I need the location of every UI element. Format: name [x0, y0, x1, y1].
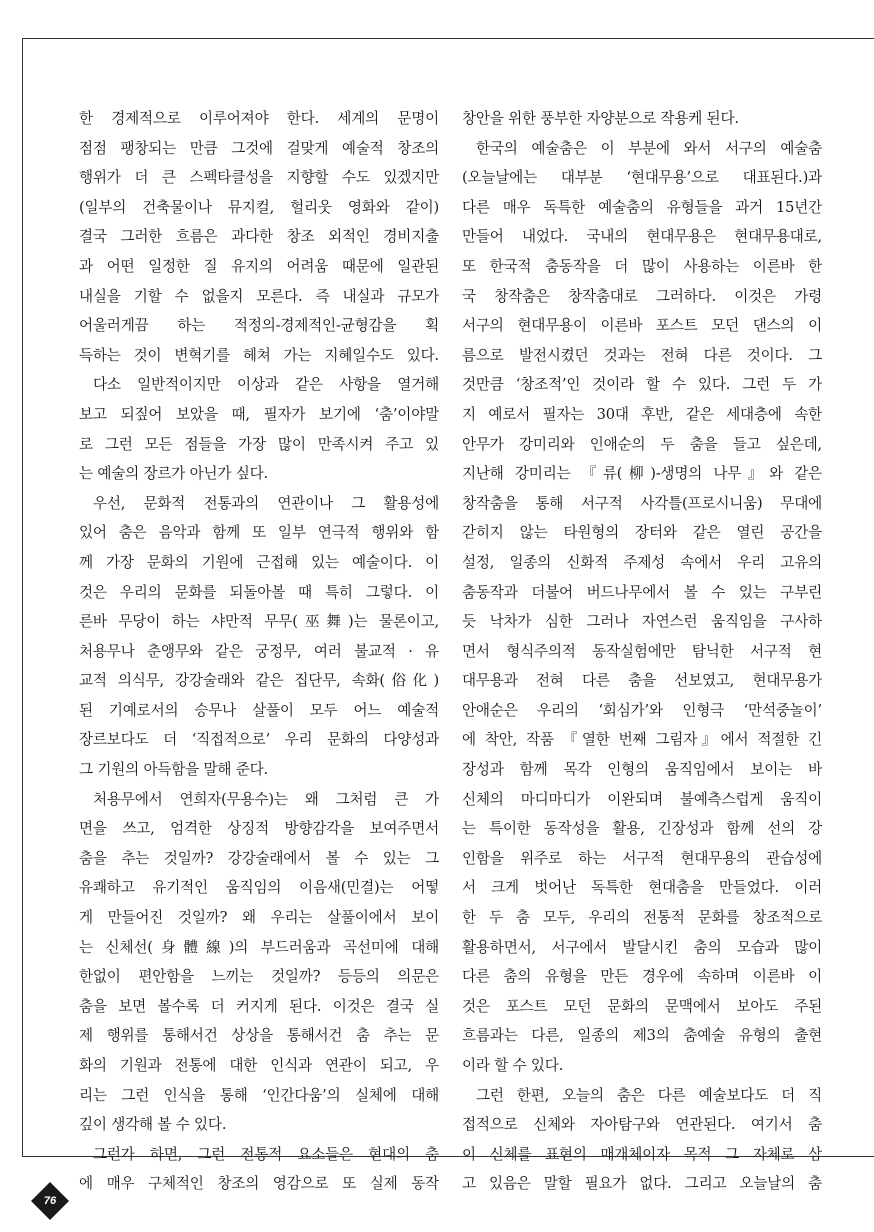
text-line: 어울러게끔 하는 적정의-경제적인-균형감을 획 [79, 317, 439, 335]
text-line: 서 크게 벗어난 독특한 현대춤을 만들었다. 이러 [462, 879, 822, 897]
text-line: 한국의 예술춤은 이 부분에 와서 서구의 예술춤 [476, 139, 822, 157]
text-line: 춤을 추는 것일까? 강강술래에서 볼 수 있는 그 [79, 849, 439, 867]
text-line: 게 만들어진 것일까? 왜 우리는 살풀이에서 보이 [79, 909, 439, 927]
text-line: 한없이 편안함을 느끼는 것일까? 등등의 의문은 [79, 968, 439, 986]
text-line: 장르보다도 더 ‘직접적으로’ 우리 문화의 다양성과 [79, 731, 439, 749]
text-line: 이 신체를 표현의 매개체이자 목적 그 자체로 삼 [462, 1145, 822, 1163]
text-line: 다른 매우 독특한 예술춤의 유형들을 과거 15년간 [462, 198, 822, 216]
text-line: 처용무나 춘앵무와 같은 궁정무, 여러 불교적 · 유 [79, 642, 439, 660]
top-rule [22, 38, 874, 39]
text-line: 처용무에서 연희자(무용수)는 왜 그처럼 큰 가 [93, 790, 439, 808]
text-line: 지 예로서 필자는 30대 후반, 같은 세대층에 속한 [462, 405, 822, 423]
text-line: 이라 할 수 있다. [462, 1057, 564, 1074]
text-line: 결국 그러한 흐름은 과다한 창조 외적인 경비지출 [79, 228, 439, 246]
text-line: 는 신체선(身體線)의 부드러움과 곡선미에 대해 [79, 938, 439, 956]
text-line: 설정, 일종의 신화적 주제성 속에서 우리 고유의 [462, 553, 822, 571]
text-line: 신체의 마디마디가 이완되며 불예측스럽게 움직이 [462, 790, 822, 808]
text-line: 유쾌하고 유기적인 움직임의 이음새(민결)는 어떻 [79, 879, 439, 897]
text-line: 대무용과 전혀 다른 춤을 선보였고, 현대무용가 [462, 672, 822, 690]
text-line: 보고 되짚어 보았을 때, 필자가 보기에 ‘춤’이야말 [79, 405, 439, 423]
text-line: 또 한국적 춤동작을 더 많이 사용하는 이른바 한 [462, 257, 822, 275]
text-line: 점점 팽창되는 만큼 그것에 걸맞게 예술적 창조의 [79, 139, 439, 157]
text-line: 로 그런 모든 점들을 가장 많이 만족시켜 주고 있 [79, 435, 439, 453]
text-line: 한 두 춤 모두, 우리의 전통적 문화를 창조적으로 [462, 909, 822, 927]
text-line: 서구의 현대무용이 이른바 포스트 모던 댄스의 이 [462, 317, 822, 335]
text-line: 안애순은 우리의 ‘회심가’와 인형극 ‘만석중놀이’ [462, 701, 822, 719]
text-line: 장성과 함께 목각 인형의 움직임에서 보이는 바 [462, 761, 822, 779]
text-line: 것만큼 ‘창조적’인 것이라 할 수 있다. 그런 두 가 [462, 376, 822, 394]
text-line: (오늘날에는 대부분 ‘현대무용’으로 대표된다.)과 [462, 169, 822, 187]
text-line: 에 매우 구체적인 창조의 영감으로 또 실제 동작 [79, 1175, 439, 1193]
text-line: 듯 낙차가 심한 그러나 자연스런 움직임을 구사하 [462, 613, 822, 631]
text-line: 행위가 더 큰 스펙타클성을 지향할 수도 있겠지만 [79, 169, 439, 187]
text-line: 는 특이한 동작성을 활용, 긴장성과 함께 선의 강 [462, 820, 822, 838]
text-line: 인함을 위주로 하는 서구적 현대무용의 관습성에 [462, 849, 822, 867]
text-line: 창안을 위한 풍부한 자양분으로 작용케 된다. [462, 110, 739, 127]
text-line: 께 가장 문화의 기원에 근접해 있는 예술이다. 이 [79, 553, 439, 571]
text-line: 갇히지 않는 타원형의 장터와 같은 열린 공간을 [462, 524, 822, 542]
text-line: 리는 그런 인식을 통해 ‘인간다움’의 실체에 대해 [79, 1086, 439, 1104]
left-rule [22, 38, 23, 1156]
page-number-badge [30, 1181, 70, 1221]
text-line: 그런 한편, 오늘의 춤은 다른 예술보다도 더 직 [476, 1086, 822, 1104]
text-line: 것은 포스트 모던 문화의 문맥에서 보아도 주된 [462, 997, 822, 1015]
text-line: 지난해 강미리는 『류(柳)-생명의 나무』와 같은 [462, 465, 822, 483]
text-line: 른바 무당이 하는 샤만적 무무(巫舞)는 물론이고, [79, 613, 439, 631]
left-column [79, 104, 439, 1199]
text-line: 다소 일반적이지만 이상과 같은 사항을 열거해 [93, 376, 439, 394]
text-line: 면을 쓰고, 엄격한 상징적 방향감각을 보여주면서 [79, 820, 439, 838]
text-line: 우선, 문화적 전통과의 연관이나 그 활용성에 [93, 494, 439, 512]
right-column [462, 104, 822, 1199]
text-line: 교적 의식무, 강강술래와 같은 집단무, 속화(俗化) [79, 672, 439, 690]
text-line: 제 행위를 통해서건 상상을 통해서건 춤 추는 문 [79, 1027, 439, 1045]
text-line: 그런가 하면, 그런 전통적 요소들은 현대의 춤 [93, 1145, 439, 1163]
text-line: 다른 춤의 유형을 만든 경우에 속하며 이른바 이 [462, 968, 822, 986]
text-line: 내실을 기할 수 없을지 모른다. 즉 내실과 규모가 [79, 287, 439, 305]
text-line: 된 기예로서의 승무나 살풀이 모두 어느 예술적 [79, 701, 439, 719]
text-line: 과 어떤 일정한 질 유지의 어려움 때문에 일관된 [79, 257, 439, 275]
text-line: 만들어 내었다. 국내의 현대무용은 현대무용대로, [462, 228, 822, 246]
text-line: 활용하면서, 서구에서 발달시킨 춤의 모습과 많이 [462, 938, 822, 956]
text-line: 깊이 생각해 볼 수 있다. [79, 1116, 227, 1134]
text-line: 춤을 보면 볼수록 더 커지게 된다. 이것은 결국 실 [79, 997, 439, 1015]
text-line: 득하는 것이 변혁기를 헤쳐 가는 지혜일수도 있다. [79, 346, 439, 364]
text-line: 것은 우리의 문화를 되돌아볼 때 특히 그렇다. 이 [79, 583, 439, 601]
text-line: 화의 기원과 전통에 대한 인식과 연관이 되고, 우 [79, 1057, 439, 1074]
text-line: 춤동작과 더불어 버드나무에서 볼 수 있는 구부린 [462, 583, 822, 601]
text-line: (일부의 건축물이나 뮤지컬, 헐리웃 영화와 같이) [79, 198, 439, 216]
text-line: 름으로 발전시켰던 것과는 전혀 다른 것이다. 그 [462, 346, 822, 364]
text-line: 있어 춤은 음악과 함께 또 일부 연극적 행위와 함 [79, 524, 439, 542]
text-line: 고 있음은 말할 필요가 없다. 그리고 오늘날의 춤 [462, 1175, 822, 1193]
page-number: 76 [43, 1195, 57, 1207]
text-line: 그 기원의 아득함을 말해 준다. [79, 761, 268, 779]
text-line: 한 경제적으로 이루어져야 한다. 세계의 문명이 [79, 110, 439, 127]
text-line: 창작춤을 통해 서구적 사각틀(프로시니움) 무대에 [462, 494, 822, 512]
text-line: 흐름과는 다른, 일종의 제3의 춤예술 유형의 출현 [462, 1027, 822, 1045]
text-line: 에 착안, 작품 『열한 번째 그림자』에서 적절한 긴 [462, 731, 822, 749]
text-line: 안무가 강미리와 인애순의 두 춤을 들고 싶은데, [462, 435, 822, 453]
text-line: 면서 형식주의적 동작실험에만 탐닉한 서구적 현 [462, 642, 822, 660]
text-line: 접적으로 신체와 자아탐구와 연관된다. 여기서 춤 [462, 1116, 822, 1134]
text-line: 는 예술의 장르가 아닌가 싶다. [79, 465, 268, 483]
text-line: 국 창작춤은 창작춤대로 그러하다. 이것은 가령 [462, 287, 822, 305]
